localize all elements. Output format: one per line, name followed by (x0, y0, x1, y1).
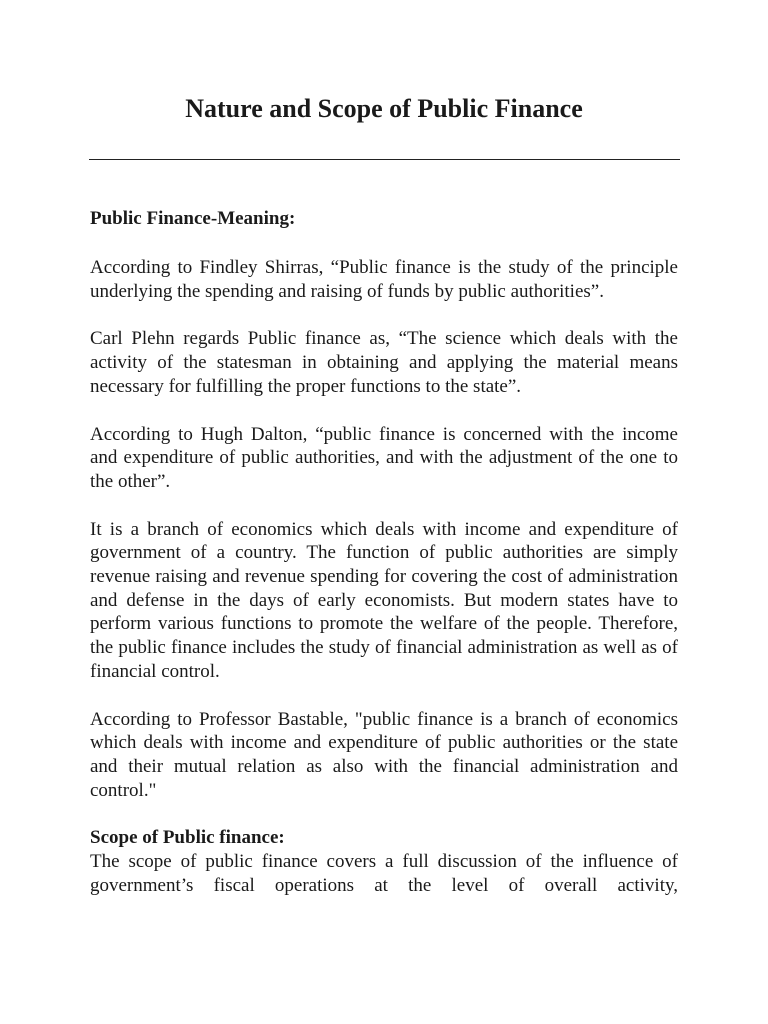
document-body (90, 207, 678, 898)
document-title: Nature and Scope of Public Finance (185, 94, 583, 123)
paragraph-scope-intro: The scope of public finance covers a full discussion of the influence of government’s fiscal operations at the level of overall activity, (90, 851, 678, 897)
paragraph-shirras-definition: According to Findley Shirras, “Public finance is the study of the principle underlying the spending and raising of funds by public authorities”. (90, 257, 678, 302)
title-divider (89, 159, 680, 160)
section-heading-meaning: Public Finance-Meaning: (90, 208, 296, 229)
paragraph-branch-of-economics: It is a branch of economics which deals with income and expenditure of government of a country. The function of public authorities are simply revenue raising and revenue spending for covering the cost of administration and defense in the days of early economists. But modern states have to perform various functions to promote the welfare of the people. Therefore, the public finance includes the study of financial administration as well as of financial control. (90, 518, 678, 682)
section-heading-scope: Scope of Public finance: (90, 827, 285, 849)
paragraph-dalton-definition: According to Hugh Dalton, “public finance is concerned with the income and expenditure of public authorities, and with the adjustment of the one to the other”. (90, 423, 678, 492)
paragraph-plehn-definition: Carl Plehn regards Public finance as, “The science which deals with the activity of the statesman in obtaining and applying the material means necessary for fulfilling the proper functions to the state”. (90, 328, 678, 397)
paragraph-bastable-definition: According to Professor Bastable, "public finance is a branch of economics which deals with income and expenditure of public authorities or the state and their mutual relation as also with the financial administration and control." (90, 708, 678, 801)
